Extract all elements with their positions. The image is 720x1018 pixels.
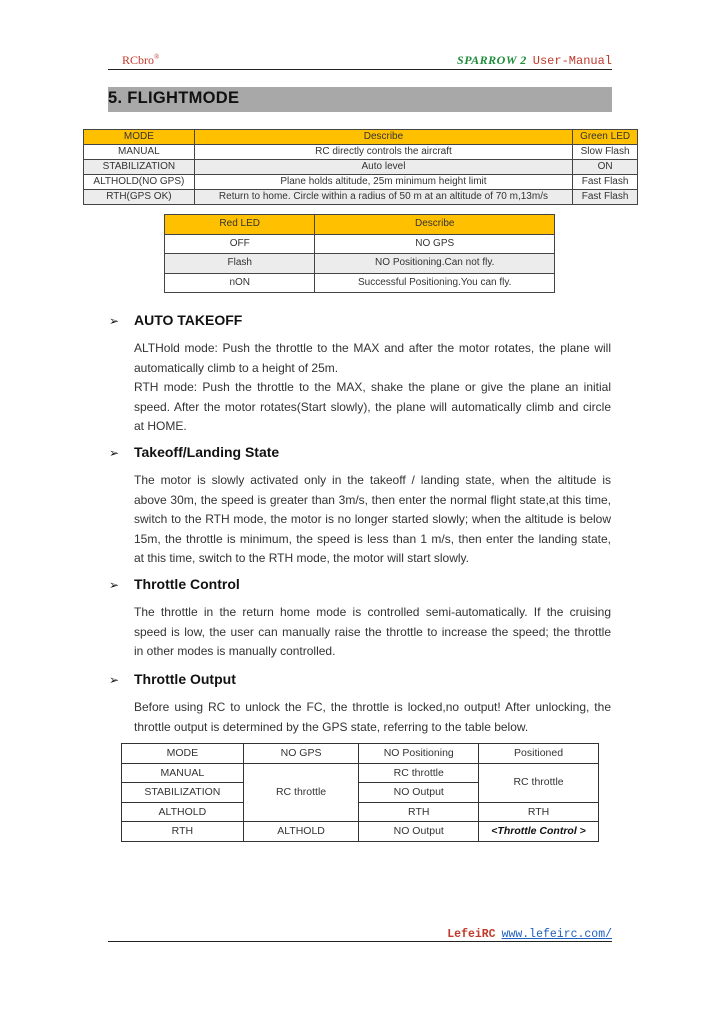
text-line: at this time, switch to the RTH mode, the motor will start slowly.: [134, 551, 469, 565]
table-row: [84, 175, 638, 190]
table-cell: RC throttle: [359, 763, 479, 783]
table-cell: ALTHOLD(NO GPS): [84, 175, 195, 190]
header-cell: Describe: [315, 215, 555, 235]
footer-brand: LefeiRC: [447, 928, 496, 941]
header-right: [457, 53, 612, 68]
throttle-output-table: [121, 743, 599, 842]
table-cell: RTH(GPS OK): [84, 190, 195, 205]
bullet-arrow-icon: ➢: [109, 314, 120, 328]
manual-label: User-Manual: [532, 54, 612, 68]
header-cell: MODE: [122, 744, 244, 764]
table-header-row: [122, 744, 599, 764]
table-cell: Return to home. Circle within a radius of 50 m at an altitude of 70 m,13m/s: [194, 190, 572, 205]
bullet-arrow-icon: ➢: [109, 673, 120, 687]
table-row: [165, 254, 555, 274]
registered-mark: ®: [154, 53, 160, 61]
flight-mode-table: [83, 129, 638, 205]
bullet-arrow-icon: ➢: [109, 578, 120, 592]
table-row: [84, 145, 638, 160]
table-cell: <Throttle Control >: [479, 822, 599, 842]
footer-divider: [108, 941, 612, 942]
subheading-throttle-output: Throttle Output: [134, 671, 236, 687]
table-cell: MANUAL: [122, 763, 244, 783]
table-cell: Fast Flash: [573, 190, 638, 205]
table-cell: OFF: [165, 234, 315, 254]
red-led-table: [164, 214, 555, 293]
table-cell: NO Output: [359, 822, 479, 842]
text-line: speed. After the motor rotates(Start slowly), the plane will automatically climb and circle: [134, 399, 611, 414]
text-line: The throttle in the return home mode is controlled semi-automatically. If the cruising: [134, 605, 611, 619]
text-line: above 30m, the speed is greater than 3m/s, then enter the normal flight state,at this time,: [134, 492, 611, 507]
table-cell-merged: RC throttle: [243, 763, 359, 822]
table-cell: STABILIZATION: [84, 160, 195, 175]
table-cell: NO GPS: [315, 234, 555, 254]
table-cell: ALTHOLD: [122, 802, 244, 822]
text-line: throttle output is determined by the GPS state, referring to the table below.: [134, 719, 529, 734]
paragraph-takeoff-landing: [134, 471, 611, 569]
text-line: The motor is slowly activated only in the takeoff / landing state, when the altitude is: [134, 473, 611, 487]
text-line: in other modes is manually controlled.: [134, 644, 336, 658]
table-row: [165, 273, 555, 293]
text-line: switch to the RTH mode, the motor is no longer started slowly; when the altitude is below: [134, 512, 611, 526]
table-row: [122, 822, 599, 842]
table-row: [165, 234, 555, 254]
table-cell: RTH: [479, 802, 599, 822]
header-cell: Describe: [194, 130, 572, 145]
text-line: at HOME.: [134, 419, 187, 433]
paragraph-throttle-output: [134, 698, 611, 737]
text-line: ALTHold mode: Push the throttle to the MAX and after the motor rotates, the plane will: [134, 341, 611, 355]
table-cell: NO Positioning.Can not fly.: [315, 254, 555, 274]
header-cell: Positioned: [479, 744, 599, 764]
table-header-row: [84, 130, 638, 145]
section-title: 5. FLIGHTMODE: [108, 89, 240, 107]
table-cell: RC directly controls the aircraft: [194, 145, 572, 160]
product-name: SPARROW 2: [457, 53, 527, 67]
header-divider: [108, 69, 612, 70]
table-cell-merged: RC throttle: [479, 763, 599, 802]
table-header-row: [165, 215, 555, 235]
footer-url-link[interactable]: www.lefeirc.com/: [501, 928, 612, 941]
table-cell: Successful Positioning.You can fly.: [315, 273, 555, 293]
paragraph-throttle-control: [134, 603, 611, 662]
bullet-arrow-icon: ➢: [109, 446, 120, 460]
table-row: [122, 802, 599, 822]
header-brand-left: [122, 53, 159, 68]
text-line: Before using RC to unlock the FC, the throttle is locked,no output! After unlocking, the: [134, 700, 611, 714]
paragraph-auto-takeoff: [134, 339, 611, 437]
table-cell: Flash: [165, 254, 315, 274]
table-cell: Slow Flash: [573, 145, 638, 160]
table-row: [84, 160, 638, 175]
text-line: speed is low, the user can manually raise the throttle to increase the speed; the throttle: [134, 624, 611, 639]
table-cell: RTH: [359, 802, 479, 822]
text-line: automatically climb to a height of 25m.: [134, 360, 339, 375]
table-cell: STABILIZATION: [122, 783, 244, 803]
text-line: RTH mode: Push the throttle to the MAX, shake the plane or give the plane an initial: [134, 380, 611, 394]
brand-name: RCbro: [122, 53, 155, 67]
subheading-auto-takeoff: AUTO TAKEOFF: [134, 312, 243, 328]
table-cell: NO Output: [359, 783, 479, 803]
table-cell: ALTHOLD: [243, 822, 359, 842]
header-cell: Green LED: [573, 130, 638, 145]
header-cell: NO GPS: [243, 744, 359, 764]
table-cell: Fast Flash: [573, 175, 638, 190]
text-line: 15m, the throttle is minimum, the speed is less than 1 m/s, then enter the landing state,: [134, 531, 611, 546]
table-cell: Auto level: [194, 160, 572, 175]
table-cell: Plane holds altitude, 25m minimum height limit: [194, 175, 572, 190]
table-row: [122, 763, 599, 783]
header-cell: NO Positioning: [359, 744, 479, 764]
footer: [447, 928, 612, 941]
header-cell: MODE: [84, 130, 195, 145]
subheading-takeoff-landing: Takeoff/Landing State: [134, 444, 280, 460]
table-row: [84, 190, 638, 205]
table-cell: MANUAL: [84, 145, 195, 160]
header-cell: Red LED: [165, 215, 315, 235]
table-cell: ON: [573, 160, 638, 175]
table-cell: RTH: [122, 822, 244, 842]
subheading-throttle-control: Throttle Control: [134, 576, 240, 592]
table-cell: nON: [165, 273, 315, 293]
